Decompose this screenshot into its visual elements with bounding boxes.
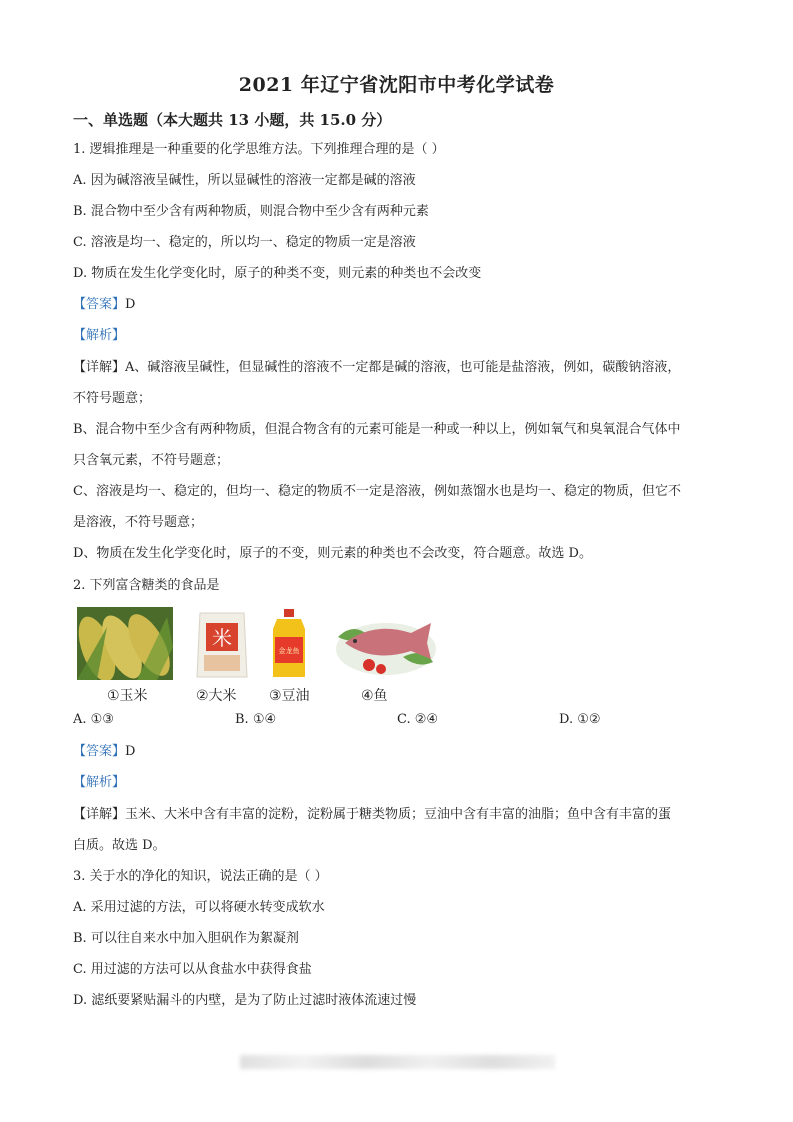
question-2-option-b: B. ①④ [235,712,277,727]
answer-value: D [125,744,136,759]
question-1-answer [73,296,135,314]
question-2-answer [73,743,135,761]
food-caption-oil: ③豆油 [269,688,310,704]
question-1-stem: 1. 逻辑推理是一种重要的化学思维方法。下列推理合理的是（ ） [73,142,445,157]
fish-image [333,607,439,680]
answer-tag: 【答案】 [73,744,126,759]
rice-bag-label: 米 [212,626,232,650]
question-1-detail-line: 是溶液，不符号题意； [73,515,204,530]
question-1-detail-line: 只含氧元素，不符号题意； [73,453,230,468]
food-caption-fish: ④鱼 [361,688,388,704]
answer-tag: 【答案】 [73,297,126,312]
question-2-option-d: D. ①② [559,712,601,727]
blurred-footer-watermark [240,1055,555,1069]
question-2-detail-line: 【详解】玉米、大米中含有丰富的淀粉，淀粉属于糖类物质；豆油中含有丰富的油脂；鱼中含有丰富的蛋 [73,807,672,822]
question-3-option-d: D. 滤纸要紧贴漏斗的内壁，是为了防止过滤时液体流速过慢 [73,993,417,1008]
question-1-option-a: A. 因为碱溶液呈碱性，所以显碱性的溶液一定都是碱的溶液 [73,173,416,188]
answer-value: D [125,297,136,312]
food-caption-corn: ①玉米 [107,688,148,704]
question-1-detail-line: C、溶液是均一、稳定的，但均一、稳定的物质不一定是溶液，例如蒸馏水也是均一、稳定的物质，但它不 [73,484,681,499]
corn-image [77,607,173,680]
question-2-option-c: C. ②④ [397,712,439,727]
question-1-detail-line: 不符号题意； [73,391,152,406]
question-3-option-b: B. 可以往自来水中加入胆矾作为絮凝剂 [73,931,299,946]
page-title: 2021 年辽宁省沈阳市中考化学试卷 [238,74,555,96]
question-1-detail-line: B、混合物中至少含有两种物质，但混合物含有的元素可能是一种或一种以上，例如氧气和臭氧混合气体中 [73,422,681,437]
question-3-stem: 3. 关于水的净化的知识，说法正确的是（ ） [73,869,328,884]
food-caption-rice: ②大米 [196,688,237,704]
question-1-detail-line: 【详解】A、碱溶液呈碱性，但显碱性的溶液不一定都是碱的溶液，也可能是盐溶液，例如，碳酸钠溶液， [73,360,681,375]
question-2-option-a: A. ①③ [73,712,114,727]
question-1-analysis-tag: 【解析】 [73,328,126,343]
rice-bag-image [194,607,250,680]
question-3-option-c: C. 用过滤的方法可以从食盐水中获得食盐 [73,962,312,977]
section-heading: 一、单选题（本大题共 13 小题，共 15.0 分） [73,111,392,129]
question-2-stem: 2. 下列富含糖类的食品是 [73,578,220,593]
question-2-detail-line: 白质。故选 D。 [73,838,166,853]
oil-bottle-label: 金龙鱼 [278,647,300,655]
question-1-option-c: C. 溶液是均一、稳定的，所以均一、稳定的物质一定是溶液 [73,235,416,250]
question-2-analysis-tag: 【解析】 [73,775,126,790]
question-1-detail-line: D、物质在发生化学变化时，原子的不变，则元素的种类也不会改变，符合题意。故选 D。 [73,546,592,561]
question-1-option-b: B. 混合物中至少含有两种物质，则混合物中至少含有两种元素 [73,204,429,219]
oil-bottle-image [269,607,309,680]
question-3-option-a: A. 采用过滤的方法，可以将硬水转变成软水 [73,900,325,915]
question-1-option-d: D. 物质在发生化学变化时，原子的种类不变，则元素的种类也不会改变 [73,266,482,281]
